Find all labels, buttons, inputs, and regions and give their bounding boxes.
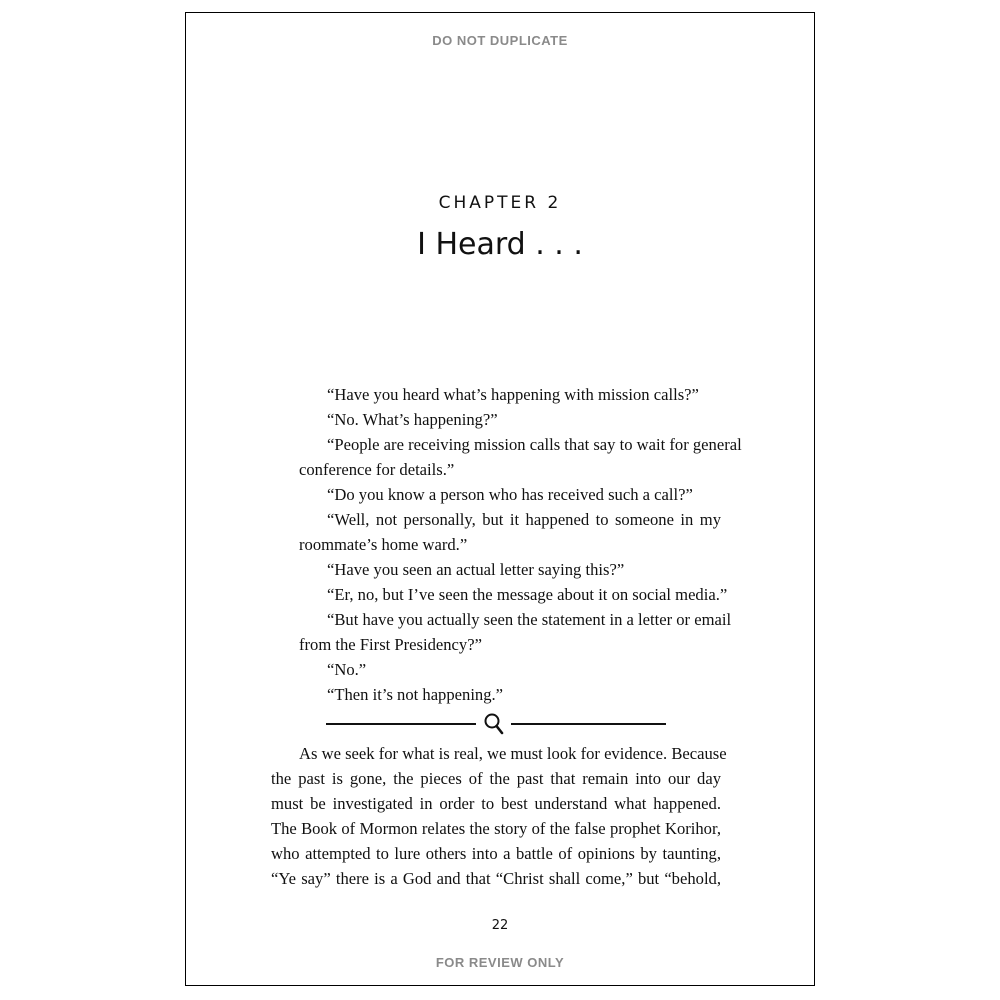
dialogue-paragraph (271, 607, 732, 657)
dialogue-paragraph (271, 657, 721, 682)
chapter-label: CHAPTER 2 (438, 193, 562, 213)
dialogue-line: “But have you actually seen the statement in a letter or email (327, 610, 732, 629)
dialogue-paragraph (271, 482, 721, 507)
essay-line: “Ye say” there is a God and that “Christ shall come,” but “behold, (271, 869, 721, 888)
essay-line: the past is gone, the pieces of the past that remain into our day (271, 769, 721, 788)
chapter-title: I Heard . . . (417, 227, 583, 262)
book-page (185, 12, 815, 986)
essay-line: As we seek for what is real, we must look for evidence. Because (299, 744, 727, 763)
dialogue-paragraph (271, 407, 721, 432)
dialogue-line: “Well, not personally, but it happened to someone in my (327, 510, 721, 529)
essay-line: must be investigated in order to best understand what happened. (271, 794, 721, 813)
dialogue-block (271, 382, 742, 707)
dialogue-line: “Have you heard what’s happening with mission calls?” (327, 385, 699, 404)
dialogue-line: “No. What’s happening?” (327, 410, 498, 429)
essay-paragraph (271, 741, 727, 891)
essay-line: who attempted to lure others into a battle of opinions by taunting, (271, 844, 721, 863)
dialogue-paragraph (271, 557, 721, 582)
dialogue-line: “Then it’s not happening.” (327, 685, 504, 704)
watermark-bottom: FOR REVIEW ONLY (435, 955, 565, 970)
essay-line: The Book of Mormon relates the story of the false prophet Korihor, (271, 819, 721, 838)
watermark-top: DO NOT DUPLICATE (432, 33, 568, 48)
dialogue-line: “Do you know a person who has received such a call?” (327, 485, 693, 504)
dialogue-paragraph (271, 432, 742, 482)
divider-rule-left (326, 723, 476, 725)
section-divider (326, 711, 666, 737)
dialogue-paragraph (271, 582, 728, 607)
dialogue-line: roommate’s home ward.” (299, 535, 468, 554)
dialogue-line: conference for details.” (299, 460, 455, 479)
page-number: 22 (491, 918, 509, 933)
dialogue-line: “Have you seen an actual letter saying this?” (327, 560, 625, 579)
dialogue-line: “No.” (327, 660, 367, 679)
dialogue-paragraph (271, 382, 721, 407)
dialogue-line: “People are receiving mission calls that say to wait for general (327, 435, 742, 454)
divider-rule-right (511, 723, 666, 725)
magnifying-glass-icon (483, 712, 505, 736)
dialogue-paragraph (271, 682, 721, 707)
dialogue-paragraph (271, 507, 721, 557)
dialogue-line: from the First Presidency?” (299, 635, 482, 654)
dialogue-line: “Er, no, but I’ve seen the message about it on social media.” (327, 585, 728, 604)
